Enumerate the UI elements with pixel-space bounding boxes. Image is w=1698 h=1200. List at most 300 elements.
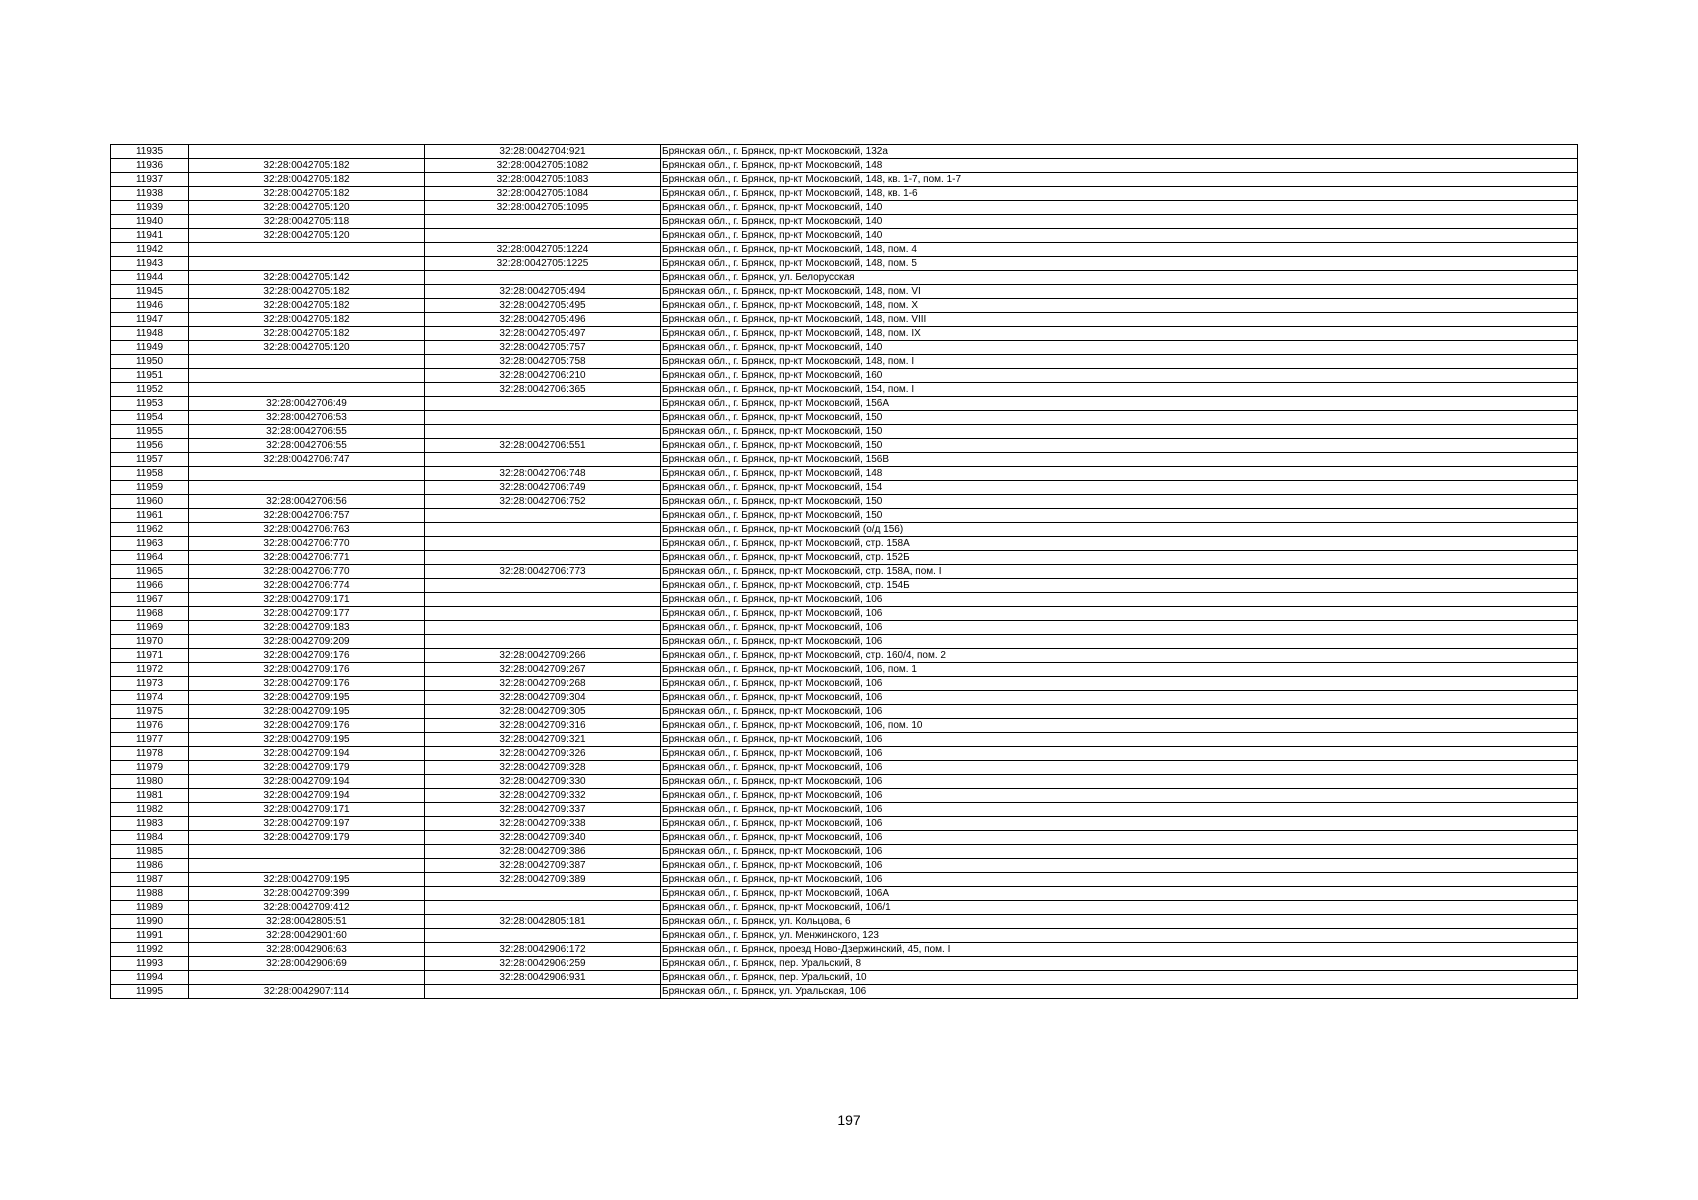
row-number-cell: 11985 [111,845,189,859]
address-cell: Брянская обл., г. Брянск, ул. Белорусская [661,271,1578,285]
table-row [111,327,1578,341]
table-row [111,831,1578,845]
cadastral-number-cell: 32:28:0042709:304 [425,691,661,705]
cadastral-number-cell [425,215,661,229]
parent-cadastral-number-cell: 32:28:0042709:171 [189,803,425,817]
address-cell: Брянская обл., г. Брянск, пер. Уральский, 8 [661,957,1578,971]
parent-cadastral-number-cell: 32:28:0042709:195 [189,705,425,719]
cadastral-number-cell: 32:28:0042906:259 [425,957,661,971]
parent-cadastral-number-cell: 32:28:0042709:176 [189,663,425,677]
table-row [111,789,1578,803]
parent-cadastral-number-cell: 32:28:0042907:114 [189,985,425,999]
address-cell: Брянская обл., г. Брянск, пр-кт Московский, 106 [661,873,1578,887]
cadastral-number-cell: 32:28:0042706:773 [425,565,661,579]
row-number-cell: 11953 [111,397,189,411]
cadastral-number-cell: 32:28:0042709:340 [425,831,661,845]
table-row [111,915,1578,929]
table-row [111,971,1578,985]
address-cell: Брянская обл., г. Брянск, пр-кт Московский, 148, пом. 4 [661,243,1578,257]
parent-cadastral-number-cell [189,355,425,369]
table-row [111,873,1578,887]
cadastral-number-cell [425,551,661,565]
parent-cadastral-number-cell [189,845,425,859]
table-row [111,635,1578,649]
row-number-cell: 11957 [111,453,189,467]
table-row [111,145,1578,159]
cadastral-number-cell: 32:28:0042705:496 [425,313,661,327]
row-number-cell: 11967 [111,593,189,607]
parent-cadastral-number-cell: 32:28:0042709:399 [189,887,425,901]
cadastral-number-cell: 32:28:0042709:332 [425,789,661,803]
row-number-cell: 11955 [111,425,189,439]
table-row [111,621,1578,635]
parent-cadastral-number-cell: 32:28:0042709:176 [189,719,425,733]
address-cell: Брянская обл., г. Брянск, пр-кт Московский, 106 [661,733,1578,747]
address-cell: Брянская обл., г. Брянск, пр-кт Московский, 140 [661,201,1578,215]
parent-cadastral-number-cell: 32:28:0042706:763 [189,523,425,537]
address-cell: Брянская обл., г. Брянск, пр-кт Московский, 150 [661,439,1578,453]
cadastral-number-cell [425,635,661,649]
parent-cadastral-number-cell: 32:28:0042709:183 [189,621,425,635]
address-cell: Брянская обл., г. Брянск, пр-кт Московский, 106 [661,859,1578,873]
parent-cadastral-number-cell: 32:28:0042705:120 [189,229,425,243]
parent-cadastral-number-cell: 32:28:0042705:118 [189,215,425,229]
row-number-cell: 11954 [111,411,189,425]
parent-cadastral-number-cell: 32:28:0042709:195 [189,873,425,887]
cadastral-number-cell: 32:28:0042705:495 [425,299,661,313]
row-number-cell: 11987 [111,873,189,887]
row-number-cell: 11941 [111,229,189,243]
cadastral-number-cell [425,523,661,537]
row-number-cell: 11940 [111,215,189,229]
row-number-cell: 11966 [111,579,189,593]
parent-cadastral-number-cell: 32:28:0042706:757 [189,509,425,523]
cadastral-number-cell: 32:28:0042705:758 [425,355,661,369]
row-number-cell: 11983 [111,817,189,831]
address-cell: Брянская обл., г. Брянск, пр-кт Московский, 150 [661,495,1578,509]
table-row [111,901,1578,915]
table-row [111,397,1578,411]
address-cell: Брянская обл., г. Брянск, пр-кт Московский, 156А [661,397,1578,411]
parent-cadastral-number-cell: 32:28:0042706:747 [189,453,425,467]
address-cell: Брянская обл., г. Брянск, пр-кт Московский, 106 [661,845,1578,859]
address-cell: Брянская обл., г. Брянск, проезд Ново-Дзержинский, 45, пом. I [661,943,1578,957]
cadastral-number-cell: 32:28:0042709:267 [425,663,661,677]
address-cell: Брянская обл., г. Брянск, пр-кт Московский, 106, пом. 1 [661,663,1578,677]
row-number-cell: 11970 [111,635,189,649]
row-number-cell: 11990 [111,915,189,929]
row-number-cell: 11939 [111,201,189,215]
address-cell: Брянская обл., г. Брянск, пр-кт Московский, 140 [661,215,1578,229]
table-row [111,677,1578,691]
cadastral-number-cell [425,887,661,901]
table-row [111,747,1578,761]
table-row [111,215,1578,229]
cadastral-number-cell: 32:28:0042706:748 [425,467,661,481]
row-number-cell: 11958 [111,467,189,481]
cadastral-number-cell [425,929,661,943]
cadastral-number-cell: 32:28:0042709:389 [425,873,661,887]
parent-cadastral-number-cell: 32:28:0042705:142 [189,271,425,285]
cadastral-number-cell [425,453,661,467]
table-row [111,985,1578,999]
parent-cadastral-number-cell: 32:28:0042805:51 [189,915,425,929]
row-number-cell: 11947 [111,313,189,327]
row-number-cell: 11965 [111,565,189,579]
parent-cadastral-number-cell: 32:28:0042706:770 [189,565,425,579]
table-row [111,551,1578,565]
address-cell: Брянская обл., г. Брянск, пр-кт Московский, 106 [661,761,1578,775]
cadastral-number-cell: 32:28:0042705:1224 [425,243,661,257]
parent-cadastral-number-cell: 32:28:0042706:55 [189,425,425,439]
parent-cadastral-number-cell: 32:28:0042709:195 [189,733,425,747]
cadastral-number-cell: 32:28:0042709:386 [425,845,661,859]
address-cell: Брянская обл., г. Брянск, пр-кт Московский, 148, пом. X [661,299,1578,313]
parent-cadastral-number-cell: 32:28:0042706:774 [189,579,425,593]
table-row [111,705,1578,719]
cadastral-number-cell: 32:28:0042705:497 [425,327,661,341]
cadastral-number-cell: 32:28:0042805:181 [425,915,661,929]
parent-cadastral-number-cell: 32:28:0042705:120 [189,341,425,355]
cadastral-number-cell [425,901,661,915]
row-number-cell: 11976 [111,719,189,733]
cadastral-number-cell: 32:28:0042705:757 [425,341,661,355]
parent-cadastral-number-cell [189,859,425,873]
address-cell: Брянская обл., г. Брянск, пр-кт Московский, 148, пом. VI [661,285,1578,299]
row-number-cell: 11949 [111,341,189,355]
parent-cadastral-number-cell: 32:28:0042709:195 [189,691,425,705]
page-number: 197 [837,1112,861,1128]
parent-cadastral-number-cell: 32:28:0042705:182 [189,313,425,327]
row-number-cell: 11944 [111,271,189,285]
row-number-cell: 11986 [111,859,189,873]
row-number-cell: 11989 [111,901,189,915]
cadastral-number-cell: 32:28:0042709:338 [425,817,661,831]
row-number-cell: 11979 [111,761,189,775]
row-number-cell: 11969 [111,621,189,635]
table-row [111,453,1578,467]
parent-cadastral-number-cell: 32:28:0042709:194 [189,789,425,803]
address-cell: Брянская обл., г. Брянск, пр-кт Московский, 150 [661,425,1578,439]
address-cell: Брянская обл., г. Брянск, пр-кт Московский, 106 [661,831,1578,845]
table-row [111,663,1578,677]
cadastral-number-cell: 32:28:0042705:494 [425,285,661,299]
parent-cadastral-number-cell: 32:28:0042706:53 [189,411,425,425]
parent-cadastral-number-cell: 32:28:0042705:120 [189,201,425,215]
cadastral-number-cell: 32:28:0042709:266 [425,649,661,663]
cadastral-number-cell: 32:28:0042709:387 [425,859,661,873]
address-cell: Брянская обл., г. Брянск, пр-кт Московский, 148, кв. 1-7, пом. 1-7 [661,173,1578,187]
address-cell: Брянская обл., г. Брянск, пр-кт Московский, 150 [661,411,1578,425]
parent-cadastral-number-cell [189,481,425,495]
table-row [111,341,1578,355]
table-row [111,383,1578,397]
row-number-cell: 11994 [111,971,189,985]
row-number-cell: 11992 [111,943,189,957]
address-cell: Брянская обл., г. Брянск, пр-кт Московский, 106 [661,803,1578,817]
row-number-cell: 11963 [111,537,189,551]
row-number-cell: 11973 [111,677,189,691]
cadastral-number-cell: 32:28:0042906:931 [425,971,661,985]
address-cell: Брянская обл., г. Брянск, пр-кт Московский, 160 [661,369,1578,383]
cadastral-number-cell: 32:28:0042705:1082 [425,159,661,173]
cadastral-number-cell [425,593,661,607]
row-number-cell: 11942 [111,243,189,257]
address-cell: Брянская обл., г. Брянск, пр-кт Московский, стр. 158А, пом. I [661,565,1578,579]
row-number-cell: 11937 [111,173,189,187]
cadastral-number-cell [425,985,661,999]
cadastral-number-cell: 32:28:0042705:1083 [425,173,661,187]
cadastral-number-cell: 32:28:0042709:330 [425,775,661,789]
parent-cadastral-number-cell: 32:28:0042709:171 [189,593,425,607]
address-cell: Брянская обл., г. Брянск, пр-кт Московский, 106 [661,635,1578,649]
parent-cadastral-number-cell: 32:28:0042709:179 [189,831,425,845]
address-cell: Брянская обл., г. Брянск, пр-кт Московский, 154, пом. I [661,383,1578,397]
parent-cadastral-number-cell: 32:28:0042705:182 [189,159,425,173]
row-number-cell: 11945 [111,285,189,299]
address-cell: Брянская обл., г. Брянск, пр-кт Московский, 106 [661,789,1578,803]
parent-cadastral-number-cell: 32:28:0042906:63 [189,943,425,957]
address-cell: Брянская обл., г. Брянск, пр-кт Московский, 106 [661,775,1578,789]
address-cell: Брянская обл., г. Брянск, пр-кт Московский, 140 [661,229,1578,243]
table-row [111,579,1578,593]
address-cell: Брянская обл., г. Брянск, пр-кт Московский, 106 [661,593,1578,607]
cadastral-number-cell: 32:28:0042706:551 [425,439,661,453]
table-row [111,523,1578,537]
table-row [111,467,1578,481]
table-row [111,159,1578,173]
parent-cadastral-number-cell: 32:28:0042705:182 [189,173,425,187]
row-number-cell: 11948 [111,327,189,341]
row-number-cell: 11964 [111,551,189,565]
address-cell: Брянская обл., г. Брянск, пр-кт Московский, 148, пом. I [661,355,1578,369]
row-number-cell: 11968 [111,607,189,621]
cadastral-number-cell: 32:28:0042706:752 [425,495,661,509]
address-cell: Брянская обл., г. Брянск, пр-кт Московский, 106 [661,607,1578,621]
table-row [111,495,1578,509]
address-cell: Брянская обл., г. Брянск, пр-кт Московский, 140 [661,341,1578,355]
address-cell: Брянская обл., г. Брянск, ул. Уральская, 106 [661,985,1578,999]
address-cell: Брянская обл., г. Брянск, пр-кт Московский, 106 [661,747,1578,761]
parent-cadastral-number-cell: 32:28:0042709:194 [189,775,425,789]
row-number-cell: 11972 [111,663,189,677]
cadastral-number-cell: 32:28:0042709:268 [425,677,661,691]
table-row [111,355,1578,369]
address-cell: Брянская обл., г. Брянск, ул. Кольцова, 6 [661,915,1578,929]
address-cell: Брянская обл., г. Брянск, пр-кт Московский, стр. 152Б [661,551,1578,565]
table-row [111,733,1578,747]
cadastral-number-cell [425,229,661,243]
table-row [111,775,1578,789]
row-number-cell: 11991 [111,929,189,943]
row-number-cell: 11938 [111,187,189,201]
parent-cadastral-number-cell [189,257,425,271]
row-number-cell: 11962 [111,523,189,537]
row-number-cell: 11975 [111,705,189,719]
parent-cadastral-number-cell [189,243,425,257]
row-number-cell: 11960 [111,495,189,509]
cadastral-number-cell [425,621,661,635]
address-cell: Брянская обл., г. Брянск, пр-кт Московский, 106 [661,677,1578,691]
cadastral-number-cell: 32:28:0042709:316 [425,719,661,733]
table-row [111,411,1578,425]
table-row [111,691,1578,705]
table-row [111,481,1578,495]
table-row [111,509,1578,523]
address-cell: Брянская обл., г. Брянск, пр-кт Московский, 106 [661,705,1578,719]
table-row [111,803,1578,817]
row-number-cell: 11974 [111,691,189,705]
parent-cadastral-number-cell [189,971,425,985]
table-row [111,369,1578,383]
address-cell: Брянская обл., г. Брянск, пр-кт Московский (о/д 156) [661,523,1578,537]
parent-cadastral-number-cell: 32:28:0042709:176 [189,677,425,691]
table-row [111,719,1578,733]
parent-cadastral-number-cell: 32:28:0042906:69 [189,957,425,971]
address-cell: Брянская обл., г. Брянск, пр-кт Московский, 148, кв. 1-6 [661,187,1578,201]
table-row [111,187,1578,201]
table-row [111,929,1578,943]
parent-cadastral-number-cell: 32:28:0042709:412 [189,901,425,915]
cadastral-number-cell: 32:28:0042906:172 [425,943,661,957]
parent-cadastral-number-cell: 32:28:0042901:60 [189,929,425,943]
parent-cadastral-number-cell: 32:28:0042705:182 [189,327,425,341]
table-row [111,201,1578,215]
address-cell: Брянская обл., г. Брянск, пр-кт Московский, 148, пом. IX [661,327,1578,341]
table-row [111,817,1578,831]
parent-cadastral-number-cell: 32:28:0042705:182 [189,299,425,313]
address-cell: Брянская обл., г. Брянск, пр-кт Московский, 106 [661,691,1578,705]
row-number-cell: 11988 [111,887,189,901]
row-number-cell: 11984 [111,831,189,845]
row-number-cell: 11995 [111,985,189,999]
row-number-cell: 11977 [111,733,189,747]
cadastral-number-cell: 32:28:0042705:1084 [425,187,661,201]
table-row [111,845,1578,859]
parent-cadastral-number-cell: 32:28:0042709:197 [189,817,425,831]
address-cell: Брянская обл., г. Брянск, пр-кт Московский, 106А [661,887,1578,901]
address-cell: Брянская обл., г. Брянск, пр-кт Московский, 148, пом. 5 [661,257,1578,271]
parent-cadastral-number-cell: 32:28:0042709:209 [189,635,425,649]
cadastral-number-cell: 32:28:0042709:321 [425,733,661,747]
table-row [111,285,1578,299]
table-row [111,957,1578,971]
cadastral-number-cell: 32:28:0042709:305 [425,705,661,719]
parent-cadastral-number-cell: 32:28:0042709:179 [189,761,425,775]
table-row [111,271,1578,285]
table-row [111,565,1578,579]
parent-cadastral-number-cell: 32:28:0042706:770 [189,537,425,551]
row-number-cell: 11935 [111,145,189,159]
parent-cadastral-number-cell [189,145,425,159]
table-row [111,425,1578,439]
parent-cadastral-number-cell: 32:28:0042709:176 [189,649,425,663]
cadastral-number-cell [425,607,661,621]
table-row [111,537,1578,551]
address-cell: Брянская обл., г. Брянск, пр-кт Московский, 148, пом. VIII [661,313,1578,327]
address-cell: Брянская обл., г. Брянск, пр-кт Московский, 154 [661,481,1578,495]
cadastral-number-cell: 32:28:0042709:326 [425,747,661,761]
cadastral-number-cell: 32:28:0042706:365 [425,383,661,397]
parent-cadastral-number-cell: 32:28:0042706:55 [189,439,425,453]
cadastral-number-cell: 32:28:0042709:337 [425,803,661,817]
address-cell: Брянская обл., г. Брянск, пр-кт Московский, стр. 160/4, пом. 2 [661,649,1578,663]
address-cell: Брянская обл., г. Брянск, пер. Уральский, 10 [661,971,1578,985]
address-cell: Брянская обл., г. Брянск, пр-кт Московский, стр. 154Б [661,579,1578,593]
row-number-cell: 11959 [111,481,189,495]
row-number-cell: 11980 [111,775,189,789]
parent-cadastral-number-cell: 32:28:0042706:771 [189,551,425,565]
table-row [111,257,1578,271]
cadastral-number-cell [425,537,661,551]
row-number-cell: 11978 [111,747,189,761]
row-number-cell: 11946 [111,299,189,313]
address-cell: Брянская обл., г. Брянск, пр-кт Московский, 132а [661,145,1578,159]
cadastral-number-cell [425,579,661,593]
row-number-cell: 11952 [111,383,189,397]
parent-cadastral-number-cell [189,383,425,397]
cadastral-number-cell: 32:28:0042704:921 [425,145,661,159]
row-number-cell: 11982 [111,803,189,817]
table-row [111,593,1578,607]
table-row [111,859,1578,873]
cadastral-number-cell [425,397,661,411]
cadastral-number-cell [425,509,661,523]
table-row [111,887,1578,901]
row-number-cell: 11993 [111,957,189,971]
cadastral-number-cell: 32:28:0042705:1225 [425,257,661,271]
table-row [111,943,1578,957]
address-cell: Брянская обл., г. Брянск, пр-кт Московский, 150 [661,509,1578,523]
table-row [111,173,1578,187]
table-row [111,299,1578,313]
table-row [111,761,1578,775]
row-number-cell: 11971 [111,649,189,663]
table-row [111,649,1578,663]
address-cell: Брянская обл., г. Брянск, пр-кт Московский, 148 [661,159,1578,173]
address-cell: Брянская обл., г. Брянск, ул. Менжинского, 123 [661,929,1578,943]
cadastral-number-cell: 32:28:0042705:1095 [425,201,661,215]
parent-cadastral-number-cell: 32:28:0042709:194 [189,747,425,761]
parent-cadastral-number-cell: 32:28:0042706:56 [189,495,425,509]
cadastral-number-cell: 32:28:0042706:210 [425,369,661,383]
address-cell: Брянская обл., г. Брянск, пр-кт Московский, 106 [661,621,1578,635]
row-number-cell: 11943 [111,257,189,271]
parent-cadastral-number-cell: 32:28:0042705:182 [189,187,425,201]
address-cell: Брянская обл., г. Брянск, пр-кт Московский, стр. 158А [661,537,1578,551]
row-number-cell: 11956 [111,439,189,453]
cadastral-number-cell: 32:28:0042706:749 [425,481,661,495]
parent-cadastral-number-cell: 32:28:0042705:182 [189,285,425,299]
parent-cadastral-number-cell: 32:28:0042709:177 [189,607,425,621]
table-body [111,145,1578,999]
cadastral-number-cell: 32:28:0042709:328 [425,761,661,775]
address-cell: Брянская обл., г. Брянск, пр-кт Московский, 106 [661,817,1578,831]
row-number-cell: 11950 [111,355,189,369]
cadastral-number-cell [425,411,661,425]
address-cell: Брянская обл., г. Брянск, пр-кт Московский, 106/1 [661,901,1578,915]
address-cell: Брянская обл., г. Брянск, пр-кт Московский, 106, пом. 10 [661,719,1578,733]
row-number-cell: 11981 [111,789,189,803]
table-row [111,313,1578,327]
address-cell: Брянская обл., г. Брянск, пр-кт Московский, 156В [661,453,1578,467]
cadastral-number-cell [425,425,661,439]
cadastral-table [110,144,1578,999]
table-row [111,439,1578,453]
parent-cadastral-number-cell [189,369,425,383]
table-row [111,243,1578,257]
table-row [111,607,1578,621]
